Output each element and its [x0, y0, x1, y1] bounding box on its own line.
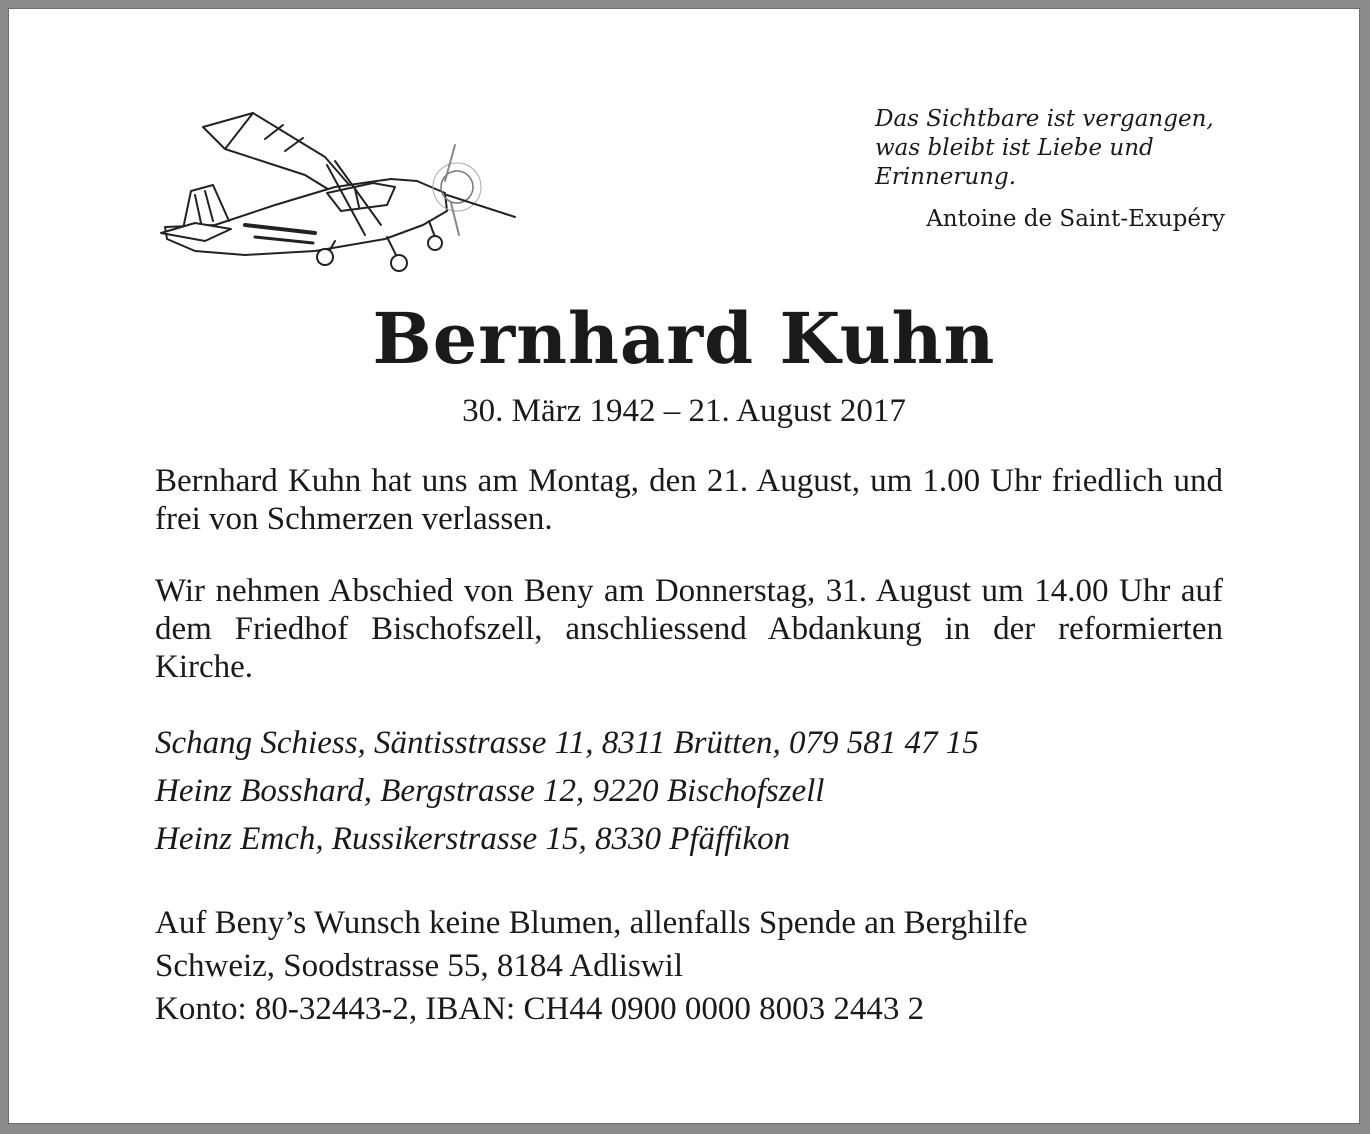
quote-line: Erinnerung. [875, 164, 1017, 190]
funeral-info-paragraph: Wir nehmen Abschied von Beny am Donnerstag, 31. August um 14.00 Uhr auf dem Friedhof Bischofszell, anschliessend Abdankung in der reformierten Kirche. [155, 573, 1223, 685]
contact-list [155, 719, 1223, 863]
quote-line: Das Sichtbare ist vergangen, [875, 106, 1214, 132]
contact-entry: Heinz Emch, Russikerstrasse 15, 8330 Pfäffikon [155, 821, 791, 857]
death-notice-paragraph: Bernhard Kuhn hat uns am Montag, den 21. August, um 1.00 Uhr friedlich und frei von Schmerzen verlassen. [155, 463, 1223, 537]
contact-entry: Heinz Bosshard, Bergstrasse 12, 9220 Bischofszell [155, 773, 825, 809]
epigraph-quote [875, 105, 1225, 192]
life-dates: 30. März 1942 – 21. August 2017 [462, 393, 906, 429]
contact-entry: Schang Schiess, Säntisstrasse 11, 8311 Brütten, 079 581 47 15 [155, 725, 979, 761]
airplane-icon [155, 105, 521, 275]
donation-line: Schweiz, Soodstrasse 55, 8184 Adliswil [155, 948, 683, 984]
obituary-card [8, 8, 1360, 1124]
donation-line: Auf Beny’s Wunsch keine Blumen, allenfalls Spende an Berghilfe [155, 905, 1028, 941]
deceased-name: Bernhard Kuhn [372, 297, 996, 380]
bank-account: Konto: 80-32443-2, IBAN: CH44 0900 0000 8003 2443 2 [155, 991, 925, 1027]
donation-note [155, 902, 1223, 1031]
quote-author: Antoine de Saint-Exupéry [926, 206, 1225, 232]
quote-line: was bleibt ist Liebe und [875, 135, 1154, 161]
